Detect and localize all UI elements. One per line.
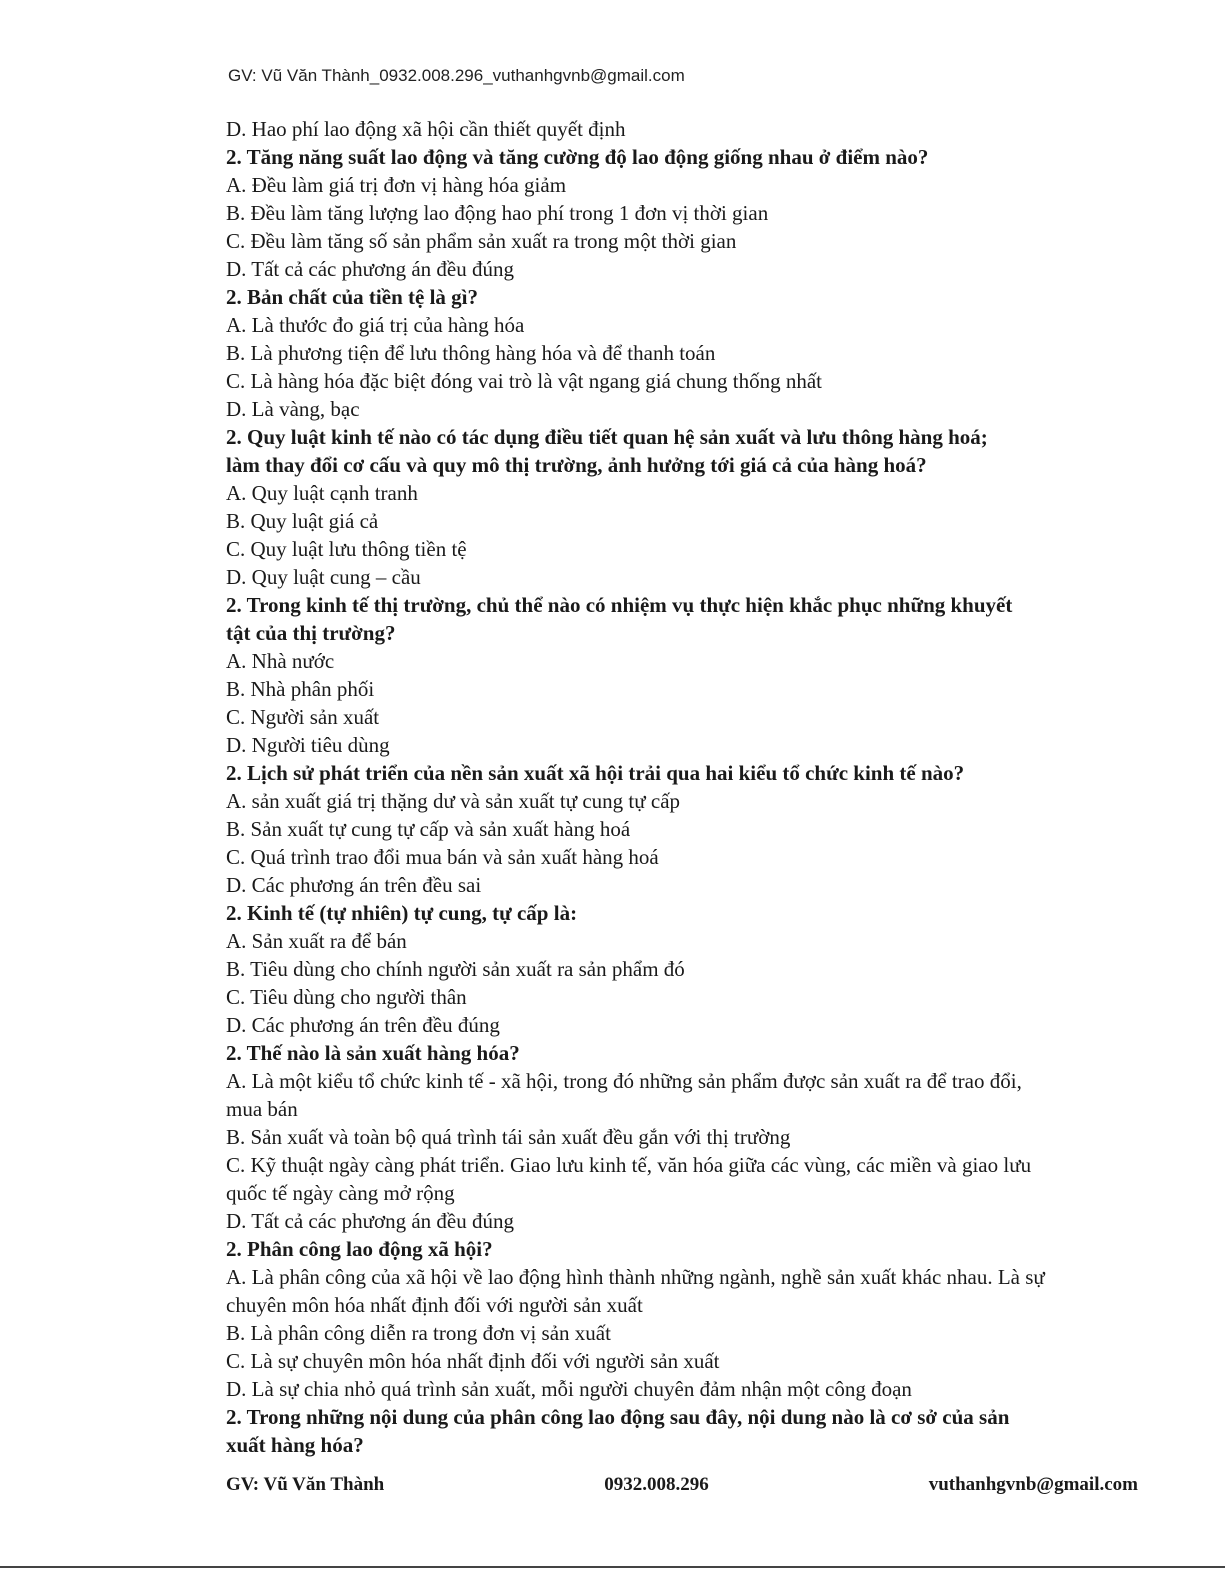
answer-option: A. sản xuất giá trị thặng dư và sản xuất tự cung tự cấp — [226, 789, 681, 813]
answer-option: B. Là phân công diễn ra trong đơn vị sản xuất — [226, 1321, 611, 1345]
question-text: 2. Lịch sử phát triển của nền sản xuất xã hội trải qua hai kiểu tổ chức kinh tế nào? — [226, 761, 965, 785]
answer-option: A. Đều làm giá trị đơn vị hàng hóa giảm — [226, 173, 567, 197]
answer-option: C. Kỹ thuật ngày càng phát triển. Giao lưu kinh tế, văn hóa giữa các vùng, các miền và giao lưu — [226, 1153, 1032, 1177]
answer-option: C. Đều làm tăng số sản phẩm sản xuất ra trong một thời gian — [226, 229, 737, 253]
answer-option: C. Người sản xuất — [226, 705, 380, 729]
answer-option: D. Hao phí lao động xã hội cần thiết quyết định — [226, 117, 626, 141]
question-text: xuất hàng hóa? — [226, 1433, 364, 1457]
answer-option: chuyên môn hóa nhất định đối với người sản xuất — [226, 1293, 643, 1317]
answer-option: C. Là sự chuyên môn hóa nhất định đối với người sản xuất — [226, 1349, 720, 1373]
answer-option: C. Là hàng hóa đặc biệt đóng vai trò là vật ngang giá chung thống nhất — [226, 369, 823, 393]
answer-option: A. Sản xuất ra để bán — [226, 929, 407, 953]
answer-option: D. Tất cả các phương án đều đúng — [226, 1209, 515, 1233]
answer-option: C. Quá trình trao đổi mua bán và sản xuất hàng hoá — [226, 845, 659, 869]
answer-option: A. Là thước đo giá trị của hàng hóa — [226, 313, 525, 337]
answer-option: mua bán — [226, 1097, 298, 1121]
question-text: 2. Trong những nội dung của phân công lao động sau đây, nội dung nào là cơ sở của sản — [226, 1405, 1010, 1429]
answer-option: D. Các phương án trên đều đúng — [226, 1013, 500, 1037]
answer-option: A. Là phân công của xã hội về lao động hình thành những ngành, nghề sản xuất khác nhau. Là sự — [226, 1265, 1045, 1289]
question-text: 2. Phân công lao động xã hội? — [226, 1237, 493, 1261]
answer-option: D. Quy luật cung – cầu — [226, 565, 421, 589]
answer-option: B. Quy luật giá cả — [226, 509, 379, 533]
page-header: GV: Vũ Văn Thành_0932.008.296_vuthanhgvnb@gmail.com — [228, 66, 685, 85]
page-bottom-rule — [0, 1566, 1225, 1568]
footer-teacher: GV: Vũ Văn Thành — [226, 1474, 385, 1495]
answer-option: A. Nhà nước — [226, 649, 335, 673]
question-text: 2. Kinh tế (tự nhiên) tự cung, tự cấp là: — [226, 901, 578, 925]
answer-option: D. Là sự chia nhỏ quá trình sản xuất, mỗi người chuyên đảm nhận một công đoạn — [226, 1377, 912, 1401]
footer-email: vuthanhgvnb@gmail.com — [928, 1474, 1138, 1495]
answer-option: C. Quy luật lưu thông tiền tệ — [226, 537, 467, 561]
question-text: làm thay đổi cơ cấu và quy mô thị trường, ảnh hưởng tới giá cả của hàng hoá? — [226, 453, 927, 477]
question-text: 2. Thế nào là sản xuất hàng hóa? — [226, 1041, 520, 1065]
answer-option: D. Các phương án trên đều sai — [226, 873, 482, 897]
question-text: tật của thị trường? — [226, 621, 396, 645]
page-footer — [226, 1474, 1138, 1496]
question-text: 2. Quy luật kinh tế nào có tác dụng điều tiết quan hệ sản xuất và lưu thông hàng hoá; — [226, 425, 988, 449]
answer-option: B. Sản xuất và toàn bộ quá trình tái sản xuất đều gắn với thị trường — [226, 1125, 791, 1149]
answer-option: B. Sản xuất tự cung tự cấp và sản xuất hàng hoá — [226, 817, 631, 841]
footer-phone: 0932.008.296 — [604, 1474, 709, 1495]
answer-option: B. Đều làm tăng lượng lao động hao phí trong 1 đơn vị thời gian — [226, 201, 769, 225]
answer-option: A. Quy luật cạnh tranh — [226, 481, 418, 505]
answer-option: D. Là vàng, bạc — [226, 397, 360, 421]
answer-option: C. Tiêu dùng cho người thân — [226, 985, 467, 1009]
answer-option: A. Là một kiểu tổ chức kinh tế - xã hội, trong đó những sản phẩm được sản xuất ra để trao đổi, — [226, 1069, 1022, 1093]
answer-option: B. Nhà phân phối — [226, 677, 375, 701]
question-text: 2. Tăng năng suất lao động và tăng cường độ lao động giống nhau ở điểm nào? — [226, 145, 929, 169]
answer-option: D. Tất cả các phương án đều đúng — [226, 257, 515, 281]
question-text: 2. Trong kinh tế thị trường, chủ thể nào có nhiệm vụ thực hiện khắc phục những khuyết — [226, 593, 1013, 617]
answer-option: quốc tế ngày càng mở rộng — [226, 1181, 455, 1205]
question-text: 2. Bản chất của tiền tệ là gì? — [226, 285, 478, 309]
answer-option: B. Là phương tiện để lưu thông hàng hóa và để thanh toán — [226, 341, 716, 365]
answer-option: D. Người tiêu dùng — [226, 733, 390, 757]
answer-option: B. Tiêu dùng cho chính người sản xuất ra sản phẩm đó — [226, 957, 685, 981]
question-list — [226, 115, 1141, 1459]
